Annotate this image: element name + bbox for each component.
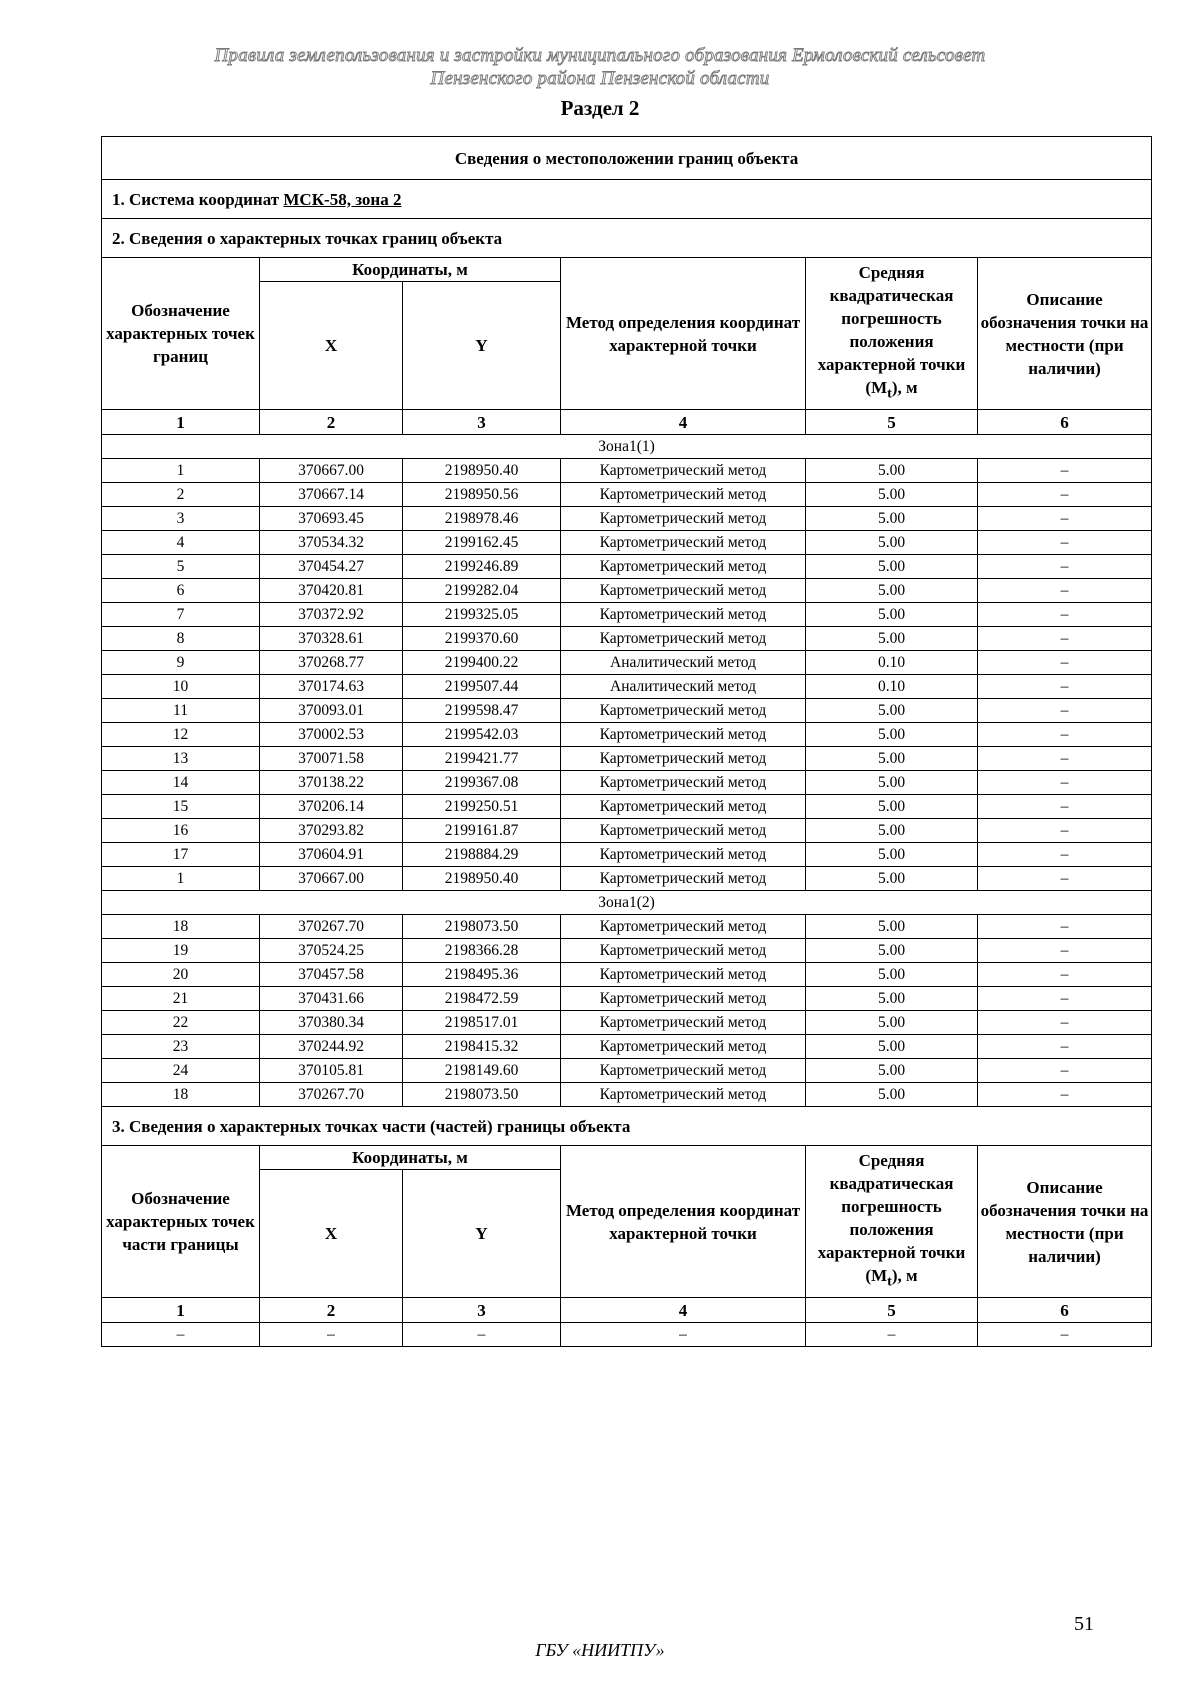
part2-title: 2. Сведения о характерных точках границ объекта: [102, 219, 1152, 258]
column-number: 6: [978, 1298, 1152, 1323]
x-cell: 370268.77: [260, 651, 403, 675]
method-cell: Картометрический метод: [561, 459, 806, 483]
column-number: 3: [403, 1298, 561, 1323]
method-cell: Картометрический метод: [561, 939, 806, 963]
error-cell: 5.00: [806, 867, 978, 891]
description-cell: –: [978, 747, 1152, 771]
col-header-description: Описание обозначения точки на местности (при наличии): [978, 258, 1152, 410]
col-header-y: Y: [403, 282, 561, 410]
x-cell: 370534.32: [260, 531, 403, 555]
y-cell: 2199250.51: [403, 795, 561, 819]
y-cell: 2198472.59: [403, 987, 561, 1011]
zone-name: Зона1(2): [102, 891, 1152, 915]
description-cell: –: [978, 771, 1152, 795]
x-cell: 370071.58: [260, 747, 403, 771]
method-cell: Картометрический метод: [561, 1059, 806, 1083]
point-id-cell: 20: [102, 963, 260, 987]
y-cell: –: [403, 1323, 561, 1347]
error-cell: 5.00: [806, 459, 978, 483]
point-id-cell: 1: [102, 459, 260, 483]
method-cell: Картометрический метод: [561, 963, 806, 987]
x-cell: 370667.00: [260, 459, 403, 483]
description-cell: –: [978, 963, 1152, 987]
description-cell: –: [978, 459, 1152, 483]
description-cell: –: [978, 531, 1152, 555]
description-cell: –: [978, 939, 1152, 963]
table-row: [102, 603, 1152, 627]
x-cell: 370457.58: [260, 963, 403, 987]
error-cell: 5.00: [806, 1011, 978, 1035]
point-id-cell: 18: [102, 1083, 260, 1107]
point-id-cell: 19: [102, 939, 260, 963]
coordinate-system-row: [102, 180, 1152, 219]
section-title: Раздел 2: [560, 96, 640, 120]
method-cell: Картометрический метод: [561, 1011, 806, 1035]
error-header-unit: ), м: [891, 1266, 918, 1286]
table-row: [102, 723, 1152, 747]
x-cell: 370667.00: [260, 867, 403, 891]
x-cell: 370267.70: [260, 915, 403, 939]
col-header-method: Метод определения координат характерной точки: [561, 258, 806, 410]
table-row: [102, 963, 1152, 987]
y-cell: 2199325.05: [403, 603, 561, 627]
description-cell: –: [978, 627, 1152, 651]
error-cell: 5.00: [806, 531, 978, 555]
point-id-cell: 13: [102, 747, 260, 771]
method-cell: Аналитический метод: [561, 651, 806, 675]
y-cell: 2198073.50: [403, 1083, 561, 1107]
table-row: [102, 507, 1152, 531]
y-cell: 2199421.77: [403, 747, 561, 771]
point-id-cell: –: [102, 1323, 260, 1347]
method-cell: Картометрический метод: [561, 747, 806, 771]
col-header-coordinates: Координаты, м: [260, 258, 561, 282]
y-cell: 2198415.32: [403, 1035, 561, 1059]
part3-col-header-x: X: [260, 1170, 403, 1298]
method-cell: Картометрический метод: [561, 843, 806, 867]
y-cell: 2199507.44: [403, 675, 561, 699]
y-cell: 2198950.56: [403, 483, 561, 507]
table-row: [102, 651, 1152, 675]
point-id-cell: 17: [102, 843, 260, 867]
point-id-cell: 2: [102, 483, 260, 507]
error-cell: 5.00: [806, 915, 978, 939]
coordinate-system-value: МСК-58, зона 2: [283, 189, 402, 209]
point-id-cell: 7: [102, 603, 260, 627]
page-number: 51: [1074, 1613, 1094, 1635]
point-id-cell: 8: [102, 627, 260, 651]
error-header-subscript: t: [887, 1273, 892, 1290]
description-cell: –: [978, 795, 1152, 819]
table-row: [102, 675, 1152, 699]
error-cell: 5.00: [806, 843, 978, 867]
part3-title: 3. Сведения о характерных точках части (частей) границы объекта: [102, 1107, 1152, 1146]
x-cell: 370693.45: [260, 507, 403, 531]
method-cell: Картометрический метод: [561, 579, 806, 603]
method-cell: Картометрический метод: [561, 819, 806, 843]
description-cell: –: [978, 483, 1152, 507]
error-cell: –: [806, 1323, 978, 1347]
point-id-cell: 5: [102, 555, 260, 579]
error-header-unit: ), м: [891, 378, 918, 398]
method-cell: Картометрический метод: [561, 723, 806, 747]
part3-col-header-method: Метод определения координат характерной точки: [561, 1146, 806, 1298]
y-cell: 2199282.04: [403, 579, 561, 603]
part3-col-header-y: Y: [403, 1170, 561, 1298]
point-id-cell: 9: [102, 651, 260, 675]
zone-row: [102, 435, 1152, 459]
description-cell: –: [978, 1059, 1152, 1083]
error-cell: 5.00: [806, 699, 978, 723]
point-id-cell: 11: [102, 699, 260, 723]
x-cell: 370380.34: [260, 1011, 403, 1035]
x-cell: 370244.92: [260, 1035, 403, 1059]
error-cell: 5.00: [806, 723, 978, 747]
error-cell: 5.00: [806, 579, 978, 603]
column-number: 2: [260, 410, 403, 435]
point-id-cell: 12: [102, 723, 260, 747]
x-cell: 370105.81: [260, 1059, 403, 1083]
x-cell: 370431.66: [260, 987, 403, 1011]
description-cell: –: [978, 987, 1152, 1011]
x-cell: 370454.27: [260, 555, 403, 579]
y-cell: 2198366.28: [403, 939, 561, 963]
description-cell: –: [978, 675, 1152, 699]
error-header-subscript: t: [887, 385, 892, 402]
y-cell: 2199161.87: [403, 819, 561, 843]
method-cell: –: [561, 1323, 806, 1347]
x-cell: 370093.01: [260, 699, 403, 723]
table-row: [102, 555, 1152, 579]
method-cell: Картометрический метод: [561, 531, 806, 555]
error-header-text: Средняя квадратическая погрешность положения характерной точки (M: [817, 1151, 966, 1286]
y-cell: 2198073.50: [403, 915, 561, 939]
table-row: [102, 747, 1152, 771]
table-row: [102, 843, 1152, 867]
table-row: [102, 531, 1152, 555]
error-cell: 5.00: [806, 627, 978, 651]
method-cell: Картометрический метод: [561, 1035, 806, 1059]
table-row: [102, 483, 1152, 507]
method-cell: Картометрический метод: [561, 771, 806, 795]
x-cell: 370267.70: [260, 1083, 403, 1107]
y-cell: 2198495.36: [403, 963, 561, 987]
error-cell: 5.00: [806, 1083, 978, 1107]
col-header-error: [806, 258, 978, 410]
table-row: [102, 987, 1152, 1011]
description-cell: –: [978, 867, 1152, 891]
table-row: [102, 1059, 1152, 1083]
x-cell: 370372.92: [260, 603, 403, 627]
zone-row: [102, 891, 1152, 915]
description-cell: –: [978, 699, 1152, 723]
point-id-cell: 3: [102, 507, 260, 531]
method-cell: Картометрический метод: [561, 699, 806, 723]
part3-col-header-error: [806, 1146, 978, 1298]
error-cell: 5.00: [806, 1035, 978, 1059]
description-cell: –: [978, 579, 1152, 603]
description-cell: –: [978, 915, 1152, 939]
part3-column-number-row: [102, 1298, 1152, 1323]
y-cell: 2199598.47: [403, 699, 561, 723]
part3-col-header-point-id: Обозначение характерных точек части границы: [102, 1146, 260, 1298]
description-cell: –: [978, 1011, 1152, 1035]
table-row: [102, 627, 1152, 651]
description-cell: –: [978, 723, 1152, 747]
boundary-table: [101, 136, 1152, 1347]
method-cell: Картометрический метод: [561, 1083, 806, 1107]
table-caption: Сведения о местоположении границ объекта: [102, 137, 1152, 180]
column-number: 4: [561, 410, 806, 435]
description-cell: –: [978, 651, 1152, 675]
method-cell: Картометрический метод: [561, 555, 806, 579]
x-cell: 370420.81: [260, 579, 403, 603]
x-cell: 370002.53: [260, 723, 403, 747]
method-cell: Картометрический метод: [561, 507, 806, 531]
method-cell: Картометрический метод: [561, 915, 806, 939]
point-id-cell: 23: [102, 1035, 260, 1059]
y-cell: 2198950.40: [403, 459, 561, 483]
y-cell: 2199162.45: [403, 531, 561, 555]
x-cell: 370667.14: [260, 483, 403, 507]
part3-col-header-coordinates: Координаты, м: [260, 1146, 561, 1170]
x-cell: –: [260, 1323, 403, 1347]
table-row: [102, 459, 1152, 483]
table-row: [102, 1323, 1152, 1347]
point-id-cell: 10: [102, 675, 260, 699]
error-cell: 5.00: [806, 603, 978, 627]
x-cell: 370293.82: [260, 819, 403, 843]
column-number: 1: [102, 410, 260, 435]
y-cell: 2199542.03: [403, 723, 561, 747]
error-cell: 5.00: [806, 939, 978, 963]
zone-name: Зона1(1): [102, 435, 1152, 459]
method-cell: Картометрический метод: [561, 867, 806, 891]
column-number-row: [102, 410, 1152, 435]
footer: ГБУ «НИИТПУ»: [535, 1640, 665, 1660]
method-cell: Картометрический метод: [561, 627, 806, 651]
error-cell: 5.00: [806, 555, 978, 579]
table-row: [102, 795, 1152, 819]
description-cell: –: [978, 603, 1152, 627]
part3-col-header-description: Описание обозначения точки на местности (при наличии): [978, 1146, 1152, 1298]
y-cell: 2199370.60: [403, 627, 561, 651]
method-cell: Картометрический метод: [561, 987, 806, 1011]
point-id-cell: 18: [102, 915, 260, 939]
error-cell: 5.00: [806, 771, 978, 795]
column-number: 6: [978, 410, 1152, 435]
description-cell: –: [978, 1083, 1152, 1107]
table-row: [102, 699, 1152, 723]
column-number: 4: [561, 1298, 806, 1323]
col-header-x: X: [260, 282, 403, 410]
y-cell: 2199400.22: [403, 651, 561, 675]
error-header-text: Средняя квадратическая погрешность положения характерной точки (M: [817, 263, 966, 398]
y-cell: 2198978.46: [403, 507, 561, 531]
x-cell: 370604.91: [260, 843, 403, 867]
y-cell: 2198950.40: [403, 867, 561, 891]
point-id-cell: 21: [102, 987, 260, 1011]
point-id-cell: 6: [102, 579, 260, 603]
table-row: [102, 771, 1152, 795]
y-cell: 2199246.89: [403, 555, 561, 579]
method-cell: Картометрический метод: [561, 483, 806, 507]
y-cell: 2199367.08: [403, 771, 561, 795]
column-number: 1: [102, 1298, 260, 1323]
error-cell: 5.00: [806, 1059, 978, 1083]
description-cell: –: [978, 819, 1152, 843]
table-row: [102, 1083, 1152, 1107]
x-cell: 370328.61: [260, 627, 403, 651]
error-cell: 0.10: [806, 651, 978, 675]
running-header-line1: Правила землепользования и застройки муниципального образования Ермоловский сельсовет: [214, 45, 986, 66]
x-cell: 370524.25: [260, 939, 403, 963]
description-cell: –: [978, 1035, 1152, 1059]
table-row: [102, 1011, 1152, 1035]
point-id-cell: 15: [102, 795, 260, 819]
x-cell: 370206.14: [260, 795, 403, 819]
description-cell: –: [978, 843, 1152, 867]
table-row: [102, 915, 1152, 939]
point-id-cell: 1: [102, 867, 260, 891]
error-cell: 5.00: [806, 963, 978, 987]
point-id-cell: 22: [102, 1011, 260, 1035]
method-cell: Картометрический метод: [561, 603, 806, 627]
table-row: [102, 1035, 1152, 1059]
col-header-point-id: Обозначение характерных точек границ: [102, 258, 260, 410]
running-header-line2: Пензенского района Пензенской области: [430, 68, 770, 89]
point-id-cell: 16: [102, 819, 260, 843]
point-id-cell: 24: [102, 1059, 260, 1083]
error-cell: 5.00: [806, 795, 978, 819]
column-number: 5: [806, 1298, 978, 1323]
y-cell: 2198884.29: [403, 843, 561, 867]
method-cell: Аналитический метод: [561, 675, 806, 699]
error-cell: 5.00: [806, 483, 978, 507]
y-cell: 2198517.01: [403, 1011, 561, 1035]
table-row: [102, 819, 1152, 843]
table-row: [102, 939, 1152, 963]
error-cell: 5.00: [806, 987, 978, 1011]
description-cell: –: [978, 555, 1152, 579]
table-row: [102, 867, 1152, 891]
method-cell: Картометрический метод: [561, 795, 806, 819]
column-number: 3: [403, 410, 561, 435]
x-cell: 370138.22: [260, 771, 403, 795]
column-number: 5: [806, 410, 978, 435]
description-cell: –: [978, 1323, 1152, 1347]
description-cell: –: [978, 507, 1152, 531]
table-row: [102, 579, 1152, 603]
error-cell: 5.00: [806, 819, 978, 843]
point-id-cell: 14: [102, 771, 260, 795]
coordinate-system-label: 1. Система координат: [112, 189, 280, 209]
column-number: 2: [260, 1298, 403, 1323]
error-cell: 0.10: [806, 675, 978, 699]
y-cell: 2198149.60: [403, 1059, 561, 1083]
point-id-cell: 4: [102, 531, 260, 555]
error-cell: 5.00: [806, 507, 978, 531]
x-cell: 370174.63: [260, 675, 403, 699]
error-cell: 5.00: [806, 747, 978, 771]
